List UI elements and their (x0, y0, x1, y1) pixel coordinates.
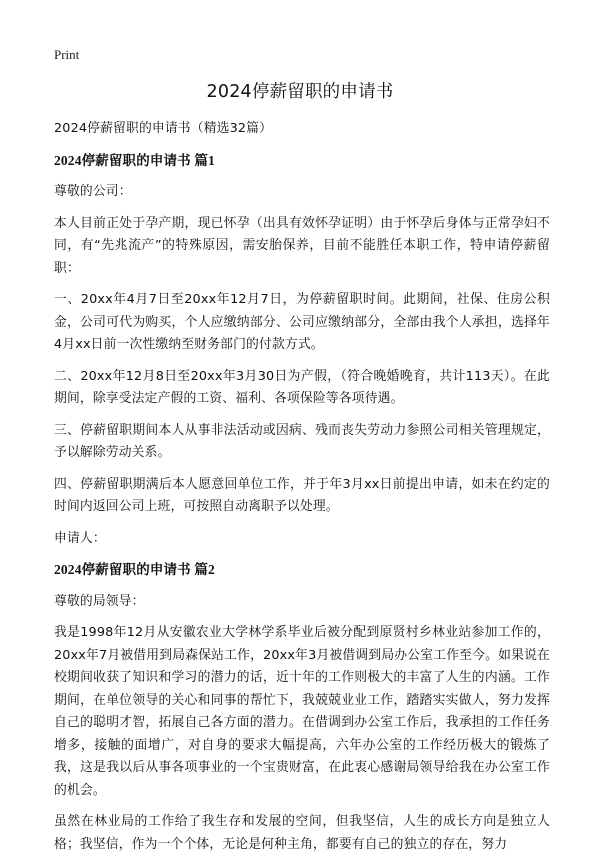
paragraph: 四、停薪留职期满后本人愿意回单位工作，并于年3月xx日前提出申请，如未在约定的时间内返回公司上班，可按照自动离职予以处理。 (54, 476, 550, 514)
paragraph: 本人目前正处于孕产期，现已怀孕（出具有效怀孕证明）由于怀孕后身体与正常孕妇不同，有“先兆流产”的特殊原因，需安胎保养，目前不能胜任本职工作，特申请停薪留职： (54, 215, 550, 276)
salutation: 尊敬的公司： (54, 184, 132, 199)
paragraph: 二、20xx年12月8日至20xx年3月30日为产假，（符合晚婚晚育，共计113天）。在此期间，除享受法定产假的工资、福利、各项保险等各项待遇。 (54, 368, 550, 406)
document-body (54, 118, 550, 865)
paragraph: 虽然在林业局的工作给了我生存和发展的空间，但我坚信，人生的成长方向是独立人格；我坚信，作为一个个体，无论是何种主角，都要有自己的独立的存在，努力 (54, 814, 550, 852)
print-link[interactable]: Print (54, 47, 80, 62)
paragraph: 我是1998年12月从安徽农业大学林学系毕业后被分配到原贤村乡林业站参加工作的，20xx年7月被借用到局森保站工作，20xx年3月被借调到局办公室工作至今。如果说在校期间收获了知识和学习的潜力的话，近十年的工作则极大的丰富了人生的内涵。工作期间，在单位领导的关心和同事的帮忙下，我兢兢业业工作，踏踏实实做人，努力发挥自己的聪明才智，拓展自己各方面的潜力。在借调到办公室工作后，我承担的工作任务增多，接触的面增广，对自身的要求大幅提高，六年办公室的工作经历极大的锻炼了我，这是我以后从事各项事业的一个宝贵财富，在此衷心感谢局领导给我在办公室工作的机会。 (54, 625, 550, 798)
section-heading: 2024停薪留职的申请书 篇2 (54, 562, 215, 577)
salutation: 尊敬的局领导： (54, 593, 145, 609)
document-subtitle: 2024停薪留职的申请书（精选32篇） (54, 121, 273, 136)
paragraph: 一、20xx年4月7日至20xx年12月7日，为停薪留职时间。此期间，社保、住房公积金，公司可代为购买，个人应缴纳部分、公司应缴纳部分，全部由我个人承担，选择年4月xx日前一次性缴纳至财务部门的付款方式。 (54, 292, 550, 352)
signature-line: 申请人： (54, 530, 106, 546)
page-title: 2024停薪留职的申请书 (206, 82, 394, 102)
section-heading: 2024停薪留职的申请书 篇1 (54, 152, 215, 168)
paragraph: 三、停薪留职期间本人从事非法活动或因病、残而丧失劳动力参照公司相关管理规定，予以解除劳动关系。 (54, 422, 550, 460)
